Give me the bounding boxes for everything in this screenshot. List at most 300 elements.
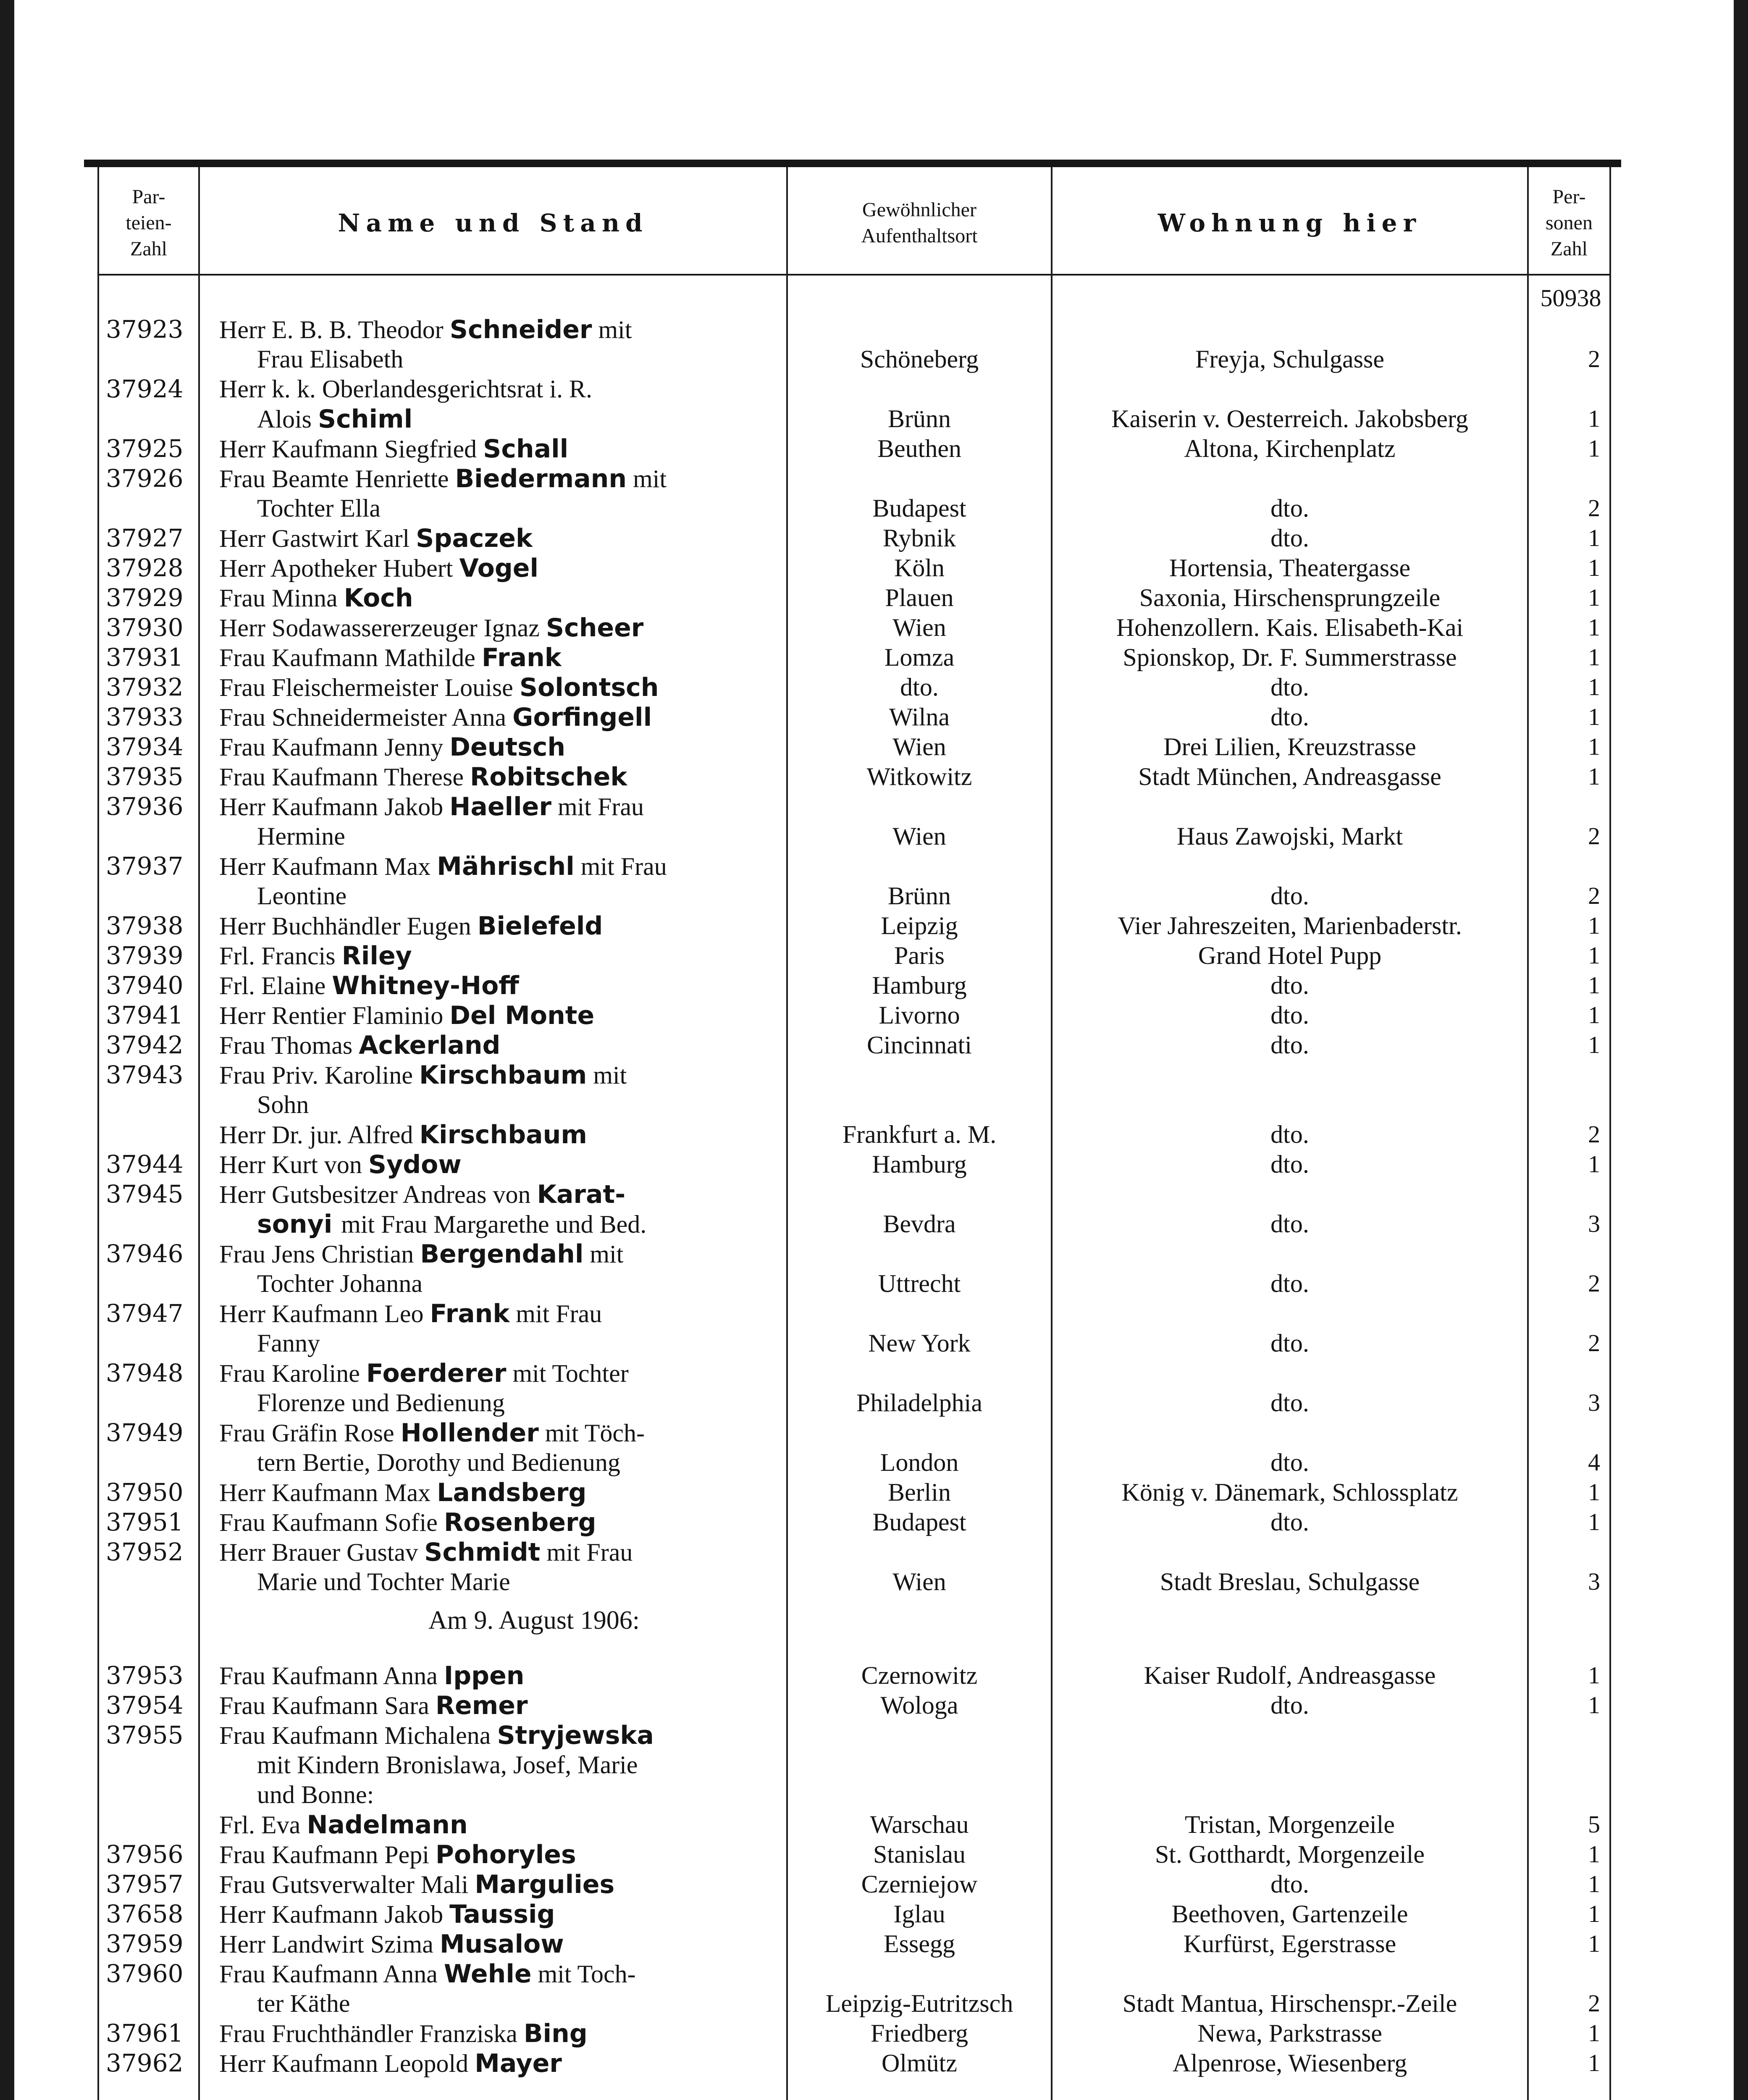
entry-number: 37940	[106, 971, 184, 1000]
entry-address: Vier Jahreszeiten, Marienbaderstr.	[1118, 912, 1462, 940]
entry-residence: Brünn	[888, 405, 951, 433]
entry-number: 37938	[106, 911, 184, 940]
entry-residence: Frankfurt a. M.	[842, 1121, 997, 1148]
entry-surname: Hollender	[400, 1418, 539, 1448]
entry-title: Herr Kaufmann Max	[219, 1479, 437, 1507]
entry-residence: Czernowitz	[861, 1662, 978, 1689]
entry-residence: Uttrecht	[878, 1270, 961, 1297]
entry-detail: Florenze und Bedienung	[257, 1389, 505, 1417]
entry-address: dto.	[1270, 882, 1309, 910]
entry-surname: Ippen	[444, 1661, 525, 1690]
entry-detail: Tochter Ella	[257, 494, 381, 522]
entry-name-line	[219, 1180, 866, 1209]
entry-suffix: mit Frau	[574, 853, 667, 880]
entry-persons: 1	[1588, 942, 1600, 969]
entry-title: Frl. Francis	[219, 942, 342, 970]
entry-name-line	[219, 852, 866, 881]
entry-address: Alpenrose, Wiesenberg	[1172, 2049, 1407, 2077]
entry-detail: Leontine	[257, 882, 347, 910]
entry-suffix: mit	[592, 316, 632, 344]
top-rule	[84, 160, 1621, 167]
entry-address: Kurfürst, Egerstrasse	[1183, 1930, 1396, 1958]
entry-address: König v. Dänemark, Schlossplatz	[1121, 1478, 1458, 1506]
entry-name-line	[219, 524, 866, 553]
entry-suffix: mit Frau	[509, 1300, 602, 1328]
entry-surname: Foerderer	[366, 1359, 507, 1388]
entry-number: 37923	[106, 315, 184, 344]
entry-title: Herr Apotheker Hubert	[219, 554, 459, 582]
entry-address: dto.	[1270, 1121, 1309, 1148]
entry-name-line	[219, 315, 866, 344]
entry-residence: New York	[868, 1329, 971, 1357]
entry-detail: Sohn	[257, 1091, 309, 1118]
entry-persons: 2	[1588, 1121, 1600, 1148]
entry-detail: Marie und Tochter Marie	[257, 1568, 510, 1596]
entry-title: Frau Kaufmann Therese	[219, 763, 470, 791]
entry-persons: 1	[1588, 1031, 1600, 1058]
entry-address: dto.	[1270, 1031, 1309, 1059]
entry-title: Herr Kaufmann Leopold	[219, 2050, 475, 2077]
entry-name-line	[219, 941, 866, 971]
entry-persons: 1	[1588, 971, 1600, 999]
entry-address: dto.	[1270, 1449, 1309, 1476]
entry-surname: Frank	[430, 1299, 510, 1328]
entry-address: dto.	[1270, 1270, 1309, 1297]
header-address: Wohnung hier	[1157, 209, 1422, 237]
entry-name-line	[219, 673, 866, 702]
entry-residence: Essegg	[884, 1930, 955, 1958]
entry-surname: Bergendahl	[420, 1239, 584, 1269]
entry-number: 37946	[106, 1239, 184, 1268]
entry-title: Alois	[257, 405, 318, 433]
entry-number: 37933	[106, 703, 184, 731]
entry-residence: Wilna	[889, 703, 950, 731]
entry-surname: Biedermann	[455, 464, 627, 494]
entry-persons: 2	[1588, 494, 1600, 522]
entry-name-line	[219, 1691, 866, 1720]
entry-address: Drei Lilien, Kreuzstrasse	[1163, 733, 1416, 761]
entry-surname: Kirschbaum	[419, 1120, 587, 1150]
entry-surname: Spaczek	[416, 524, 533, 553]
entry-name-line	[219, 1538, 866, 1567]
entry-surname: Taussig	[449, 1900, 555, 1929]
entry-persons: 1	[1588, 1508, 1600, 1536]
entry-address: dto.	[1270, 494, 1309, 522]
entry-residence: Berlin	[888, 1478, 951, 1506]
entry-surname: Stryjewska	[497, 1721, 654, 1750]
entry-address: Hortensia, Theatergasse	[1169, 554, 1411, 582]
entry-address: Stadt Breslau, Schulgasse	[1160, 1568, 1420, 1596]
entry-name-line	[219, 1478, 866, 1507]
entry-suffix: mit	[627, 465, 667, 493]
entry-number: 37658	[106, 1900, 184, 1928]
entry-name-line	[219, 2019, 866, 2048]
entry-title: Herr Buchhändler Eugen	[219, 912, 478, 940]
entry-address: dto.	[1270, 971, 1309, 999]
entry-residence: Rybnik	[882, 524, 956, 552]
entry-surname: Remer	[435, 1691, 528, 1720]
entry-persons: 1	[1588, 703, 1600, 730]
entry-address: Newa, Parkstrasse	[1197, 2019, 1382, 2047]
entry-persons: 3	[1588, 1568, 1600, 1595]
entry-surname: Rosenberg	[444, 1508, 596, 1537]
entry-address: dto.	[1270, 1210, 1309, 1238]
entry-persons: 1	[1588, 673, 1600, 701]
entry-name-line	[219, 1001, 866, 1030]
entry-surname: Karat-	[537, 1180, 626, 1209]
entry-address: Stadt Mantua, Hirschenspr.-Zeile	[1122, 1990, 1457, 2017]
entry-persons: 1	[1588, 733, 1600, 760]
scan-edge-right	[1734, 0, 1748, 2100]
entry-persons: 2	[1588, 1270, 1600, 1297]
entry-number: 37936	[106, 792, 184, 821]
entry-name-line	[257, 494, 866, 523]
entry-address: Altona, Kirchenplatz	[1184, 435, 1396, 462]
entry-number: 37944	[106, 1150, 184, 1179]
entry-residence: Leipzig-Eutritzsch	[825, 1990, 1013, 2017]
entry-title: Frau Jens Christian	[219, 1240, 420, 1268]
entry-address: Kaiserin v. Oesterreich. Jakobsberg	[1111, 405, 1468, 433]
entry-name-line	[219, 971, 866, 1000]
entry-number: 37926	[106, 464, 184, 493]
entry-name-line	[219, 1239, 866, 1269]
entry-persons: 1	[1588, 435, 1600, 462]
entry-number: 37950	[106, 1478, 184, 1507]
entry-number: 37930	[106, 613, 184, 642]
entry-persons: 1	[1588, 1150, 1600, 1178]
entry-surname: Schmidt	[424, 1538, 541, 1567]
header-residence-line: Gewöhnlicher	[862, 199, 976, 221]
entry-number: 37942	[106, 1031, 184, 1059]
entry-persons: 1	[1588, 405, 1600, 432]
entry-detail: mit Kindern Bronislawa, Josef, Marie	[257, 1751, 638, 1779]
entry-name-line	[219, 792, 866, 822]
entry-residence: Beuthen	[877, 435, 961, 462]
entry-persons: 4	[1588, 1449, 1600, 1476]
entry-number: 37941	[106, 1001, 184, 1029]
entry-address: Spionskop, Dr. F. Summerstrasse	[1123, 643, 1457, 671]
entry-title: Herr Kaufmann Jakob	[219, 1900, 450, 1928]
entry-name-line	[219, 762, 866, 792]
entry-title: Frau Kaufmann Sofie	[219, 1509, 444, 1536]
entry-detail: Tochter Johanna	[257, 1270, 423, 1297]
entry-title: Herr E. B. B. Theodor	[219, 316, 450, 344]
date-heading: Am 9. August 1906:	[428, 1606, 640, 1635]
entry-name-line	[257, 1567, 866, 1596]
entry-number: 37962	[106, 2049, 184, 2077]
entry-name-line	[219, 1418, 866, 1448]
entry-title: Frau Kaufmann Anna	[219, 1960, 444, 1988]
entry-surname: Kirschbaum	[419, 1060, 587, 1090]
entry-title: Frau Kaufmann Jenny	[219, 733, 450, 761]
entry-persons: 3	[1588, 1210, 1600, 1237]
entry-address: dto.	[1270, 1329, 1309, 1357]
entry-title: Frl. Eva	[219, 1811, 307, 1839]
entry-residence: London	[880, 1449, 959, 1476]
entry-address: Beethoven, Gartenzeile	[1171, 1900, 1408, 1928]
entry-title: Herr Kaufmann Siegfried	[219, 435, 483, 463]
entry-name-line	[257, 1389, 866, 1418]
entry-number: 37932	[106, 673, 184, 701]
entry-surname: Vogel	[459, 554, 539, 583]
entry-title: Herr Landwirt Szima	[219, 1930, 440, 1958]
entry-name-line	[219, 1721, 866, 1750]
entry-title: Frau Beamte Henriette	[219, 465, 455, 493]
entry-address: dto.	[1270, 1508, 1309, 1536]
entry-number: 37939	[106, 941, 184, 970]
entry-residence: Brünn	[888, 882, 951, 910]
header-persons-line: Per-	[1552, 186, 1586, 208]
entry-address: Grand Hotel Pupp	[1198, 942, 1382, 969]
entry-residence: Iglau	[893, 1900, 945, 1928]
entry-surname: Nadelmann	[307, 1810, 468, 1840]
entry-surname: Musalow	[439, 1929, 564, 1959]
header-party-number-line: Zahl	[130, 238, 167, 260]
entry-address: Tristan, Morgenzeile	[1185, 1811, 1395, 1838]
entry-address: dto.	[1270, 703, 1309, 731]
entry-residence: Plauen	[885, 584, 954, 612]
entry-residence: Leipzig	[881, 912, 958, 940]
entry-surname: Gorfingell	[512, 703, 652, 732]
entry-name-line	[219, 1840, 866, 1869]
entry-title: Frau Schneidermeister Anna	[219, 704, 513, 731]
header-party-number-line: Par-	[132, 186, 165, 208]
entry-title: Frau Thomas	[219, 1032, 359, 1059]
entry-address: dto.	[1270, 524, 1309, 552]
entry-persons: 1	[1588, 912, 1600, 939]
header-persons-line: sonen	[1546, 212, 1593, 234]
entry-address: dto.	[1270, 1870, 1309, 1898]
entry-persons: 1	[1588, 1930, 1600, 1957]
entry-residence: Olmütz	[882, 2049, 957, 2077]
entry-number: 37961	[106, 2019, 184, 2048]
entry-title: Herr Kurt von	[219, 1151, 368, 1179]
entry-number: 37957	[106, 1870, 184, 1898]
entry-address: dto.	[1270, 1001, 1309, 1029]
header-residence-line: Aufenthaltsort	[861, 225, 978, 247]
entry-title: Herr Gastwirt Karl	[219, 525, 416, 552]
entry-residence: Stanislau	[873, 1840, 966, 1868]
entry-number: 37959	[106, 1929, 184, 1958]
entry-name-line	[219, 732, 866, 762]
entry-residence: Hamburg	[872, 1150, 967, 1178]
entry-title: Herr Rentier Flaminio	[219, 1002, 450, 1029]
entry-name-line	[219, 1870, 866, 1899]
carry-forward-total: 50938	[1540, 284, 1601, 312]
entry-title: Frau Karoline	[219, 1360, 366, 1387]
entry-name-line	[257, 1989, 866, 2018]
entry-address: dto.	[1270, 1691, 1309, 1719]
entry-number: 37935	[106, 762, 184, 791]
entry-residence: Paris	[894, 942, 945, 969]
entry-residence: Wien	[892, 822, 946, 850]
entry-residence: Warschau	[870, 1811, 969, 1838]
entry-surname: Riley	[341, 941, 412, 971]
entry-surname: Koch	[344, 583, 413, 613]
entry-name-line	[219, 643, 866, 672]
header-persons-line: Zahl	[1551, 238, 1588, 260]
entry-name-line	[219, 1661, 866, 1690]
entry-number: 37953	[106, 1661, 184, 1690]
entry-persons: 1	[1588, 1691, 1600, 1719]
entry-persons: 2	[1588, 1329, 1600, 1357]
entry-name-line	[219, 1120, 866, 1150]
entry-surname: Margulies	[475, 1870, 615, 1899]
entry-name-line	[257, 882, 866, 911]
header-persons	[1529, 175, 1609, 271]
entry-name-line	[219, 554, 866, 583]
entry-title: Frau Fleischermeister Louise	[219, 674, 520, 701]
entry-suffix: mit	[587, 1061, 627, 1089]
entry-surname: Mährischl	[437, 852, 575, 881]
entry-suffix: mit	[583, 1240, 624, 1268]
entry-persons: 1	[1588, 1870, 1600, 1898]
entry-number: 37929	[106, 583, 184, 612]
entry-number: 37943	[106, 1060, 184, 1089]
entry-address: Kaiser Rudolf, Andreasgasse	[1144, 1662, 1436, 1689]
entry-name-line	[219, 583, 866, 613]
entry-detail: Fanny	[257, 1329, 320, 1357]
entry-persons: 1	[1588, 2019, 1600, 2047]
entry-title: Herr k. k. Oberlandesgerichtsrat i. R.	[219, 375, 593, 403]
entry-name-line	[219, 1299, 866, 1328]
entry-address: Saxonia, Hirschensprungzeile	[1139, 584, 1441, 612]
entry-persons: 1	[1588, 584, 1600, 611]
entry-title: Frau Kaufmann Anna	[219, 1662, 444, 1690]
entry-number: 37951	[106, 1508, 184, 1536]
entry-persons: 2	[1588, 822, 1600, 850]
header-residence	[788, 175, 1051, 271]
entry-title: Herr Dr. jur. Alfred	[219, 1121, 420, 1149]
entry-residence: Hamburg	[872, 971, 967, 999]
entry-title: Herr Sodawassererzeuger Ignaz	[219, 614, 546, 642]
entry-title: Frau Kaufmann Pepi	[219, 1841, 436, 1869]
header-name: Name und Stand	[338, 209, 648, 237]
entry-persons: 1	[1588, 1900, 1600, 1927]
entry-residence: Livorno	[879, 1001, 960, 1029]
entry-name-line	[219, 1060, 866, 1090]
entry-address: Haus Zawojski, Markt	[1176, 822, 1403, 850]
entry-detail: Hermine	[257, 822, 345, 850]
entry-name-line	[219, 434, 866, 464]
entry-name-line	[219, 1810, 866, 1840]
entry-surname: Schall	[483, 434, 569, 464]
entry-persons: 1	[1588, 524, 1600, 551]
entry-number: 37927	[106, 524, 184, 552]
entry-residence: Philadelphia	[856, 1389, 982, 1417]
entry-name-line	[257, 822, 866, 851]
entry-number: 37956	[106, 1840, 184, 1869]
entry-number: 37945	[106, 1180, 184, 1208]
entry-surname: Deutsch	[449, 732, 566, 762]
entry-name-line	[257, 345, 866, 374]
entry-name-line	[219, 1929, 866, 1959]
entry-persons: 1	[1588, 614, 1600, 641]
entry-residence: Budapest	[872, 494, 966, 522]
entry-number: 37928	[106, 554, 184, 582]
entry-number: 37934	[106, 732, 184, 761]
entry-address: Stadt München, Andreasgasse	[1138, 763, 1441, 790]
entry-surname: Scheer	[546, 613, 644, 643]
entry-title: Frau Fruchthändler Franziska	[219, 2020, 524, 2048]
entry-title: Frau Kaufmann Sara	[219, 1692, 436, 1719]
entry-name-line	[219, 1900, 866, 1929]
entry-residence: Wien	[892, 733, 946, 761]
entry-name-line	[257, 1448, 866, 1477]
entry-surname: sonyi	[257, 1210, 341, 1239]
entry-title: Frau Priv. Karoline	[219, 1061, 420, 1089]
entry-suffix: mit Toch-	[531, 1960, 636, 1988]
entry-persons: 1	[1588, 554, 1600, 581]
entry-detail: mit Frau Margarethe und Bed.	[341, 1210, 647, 1238]
entry-residence: Cincinnati	[867, 1031, 972, 1059]
entry-residence: Budapest	[872, 1508, 966, 1536]
entry-name-line	[257, 1269, 866, 1298]
entry-detail: tern Bertie, Dorothy und Bedienung	[257, 1449, 620, 1476]
entry-number: 37954	[106, 1691, 184, 1719]
entry-persons: 1	[1588, 763, 1600, 790]
entry-residence: Wien	[892, 1568, 946, 1596]
entry-surname: Wehle	[444, 1959, 532, 1989]
entry-suffix: mit Töch-	[538, 1419, 645, 1447]
entry-title: Herr Gutsbesitzer Andreas von	[219, 1181, 537, 1208]
entry-address: dto.	[1270, 673, 1309, 701]
entry-persons: 1	[1588, 1840, 1600, 1868]
entry-residence: Wien	[892, 614, 946, 641]
entry-surname: Bielefeld	[477, 911, 603, 941]
entry-surname: Solontsch	[519, 673, 659, 702]
entry-name-line	[257, 1329, 866, 1358]
register-table	[84, 160, 1630, 2100]
entry-title: Frau Kaufmann Mathilde	[219, 644, 482, 672]
entry-residence: dto.	[900, 673, 939, 701]
entry-number: 37937	[106, 852, 184, 880]
entry-surname: Robitschek	[470, 762, 627, 792]
entry-persons: 2	[1588, 882, 1600, 909]
entry-name-line	[219, 375, 866, 404]
entry-surname: Sydow	[368, 1150, 462, 1179]
entry-persons: 2	[1588, 1990, 1600, 2017]
entry-name-line	[219, 1508, 866, 1537]
entry-surname: Mayer	[475, 2049, 562, 2078]
entry-persons: 3	[1588, 1389, 1600, 1416]
entry-title: Frau Minna	[219, 584, 344, 612]
entry-persons: 1	[1588, 643, 1600, 671]
entry-residence: Bevdra	[883, 1210, 956, 1238]
entry-title: Frau Gutsverwalter Mali	[219, 1871, 475, 1898]
entry-persons: 1	[1588, 1478, 1600, 1506]
entry-address: St. Gotthardt, Morgenzeile	[1155, 1840, 1425, 1868]
entry-surname: Del Monte	[449, 1001, 595, 1030]
entry-title: Frl. Elaine	[219, 972, 332, 1000]
entry-residence: Friedberg	[870, 2019, 968, 2047]
entry-name-line	[257, 404, 866, 434]
column-divider	[198, 167, 200, 2100]
entry-title: Herr Kaufmann Max	[219, 853, 437, 880]
header-party-number-line: teien-	[126, 212, 172, 234]
entry-title: Frau Kaufmann Michalena	[219, 1722, 497, 1749]
entry-persons: 2	[1588, 345, 1600, 373]
entry-title: Frau Gräfin Rose	[219, 1419, 401, 1447]
entry-surname: Haeller	[449, 792, 551, 822]
entry-residence: Köln	[894, 554, 945, 582]
entry-name-line	[219, 2049, 866, 2078]
header-party-number	[99, 175, 198, 271]
entry-persons: 1	[1588, 1662, 1600, 1689]
entry-number: 37949	[106, 1418, 184, 1447]
entry-name-line	[219, 1031, 866, 1060]
entry-surname: Schneider	[449, 315, 592, 344]
